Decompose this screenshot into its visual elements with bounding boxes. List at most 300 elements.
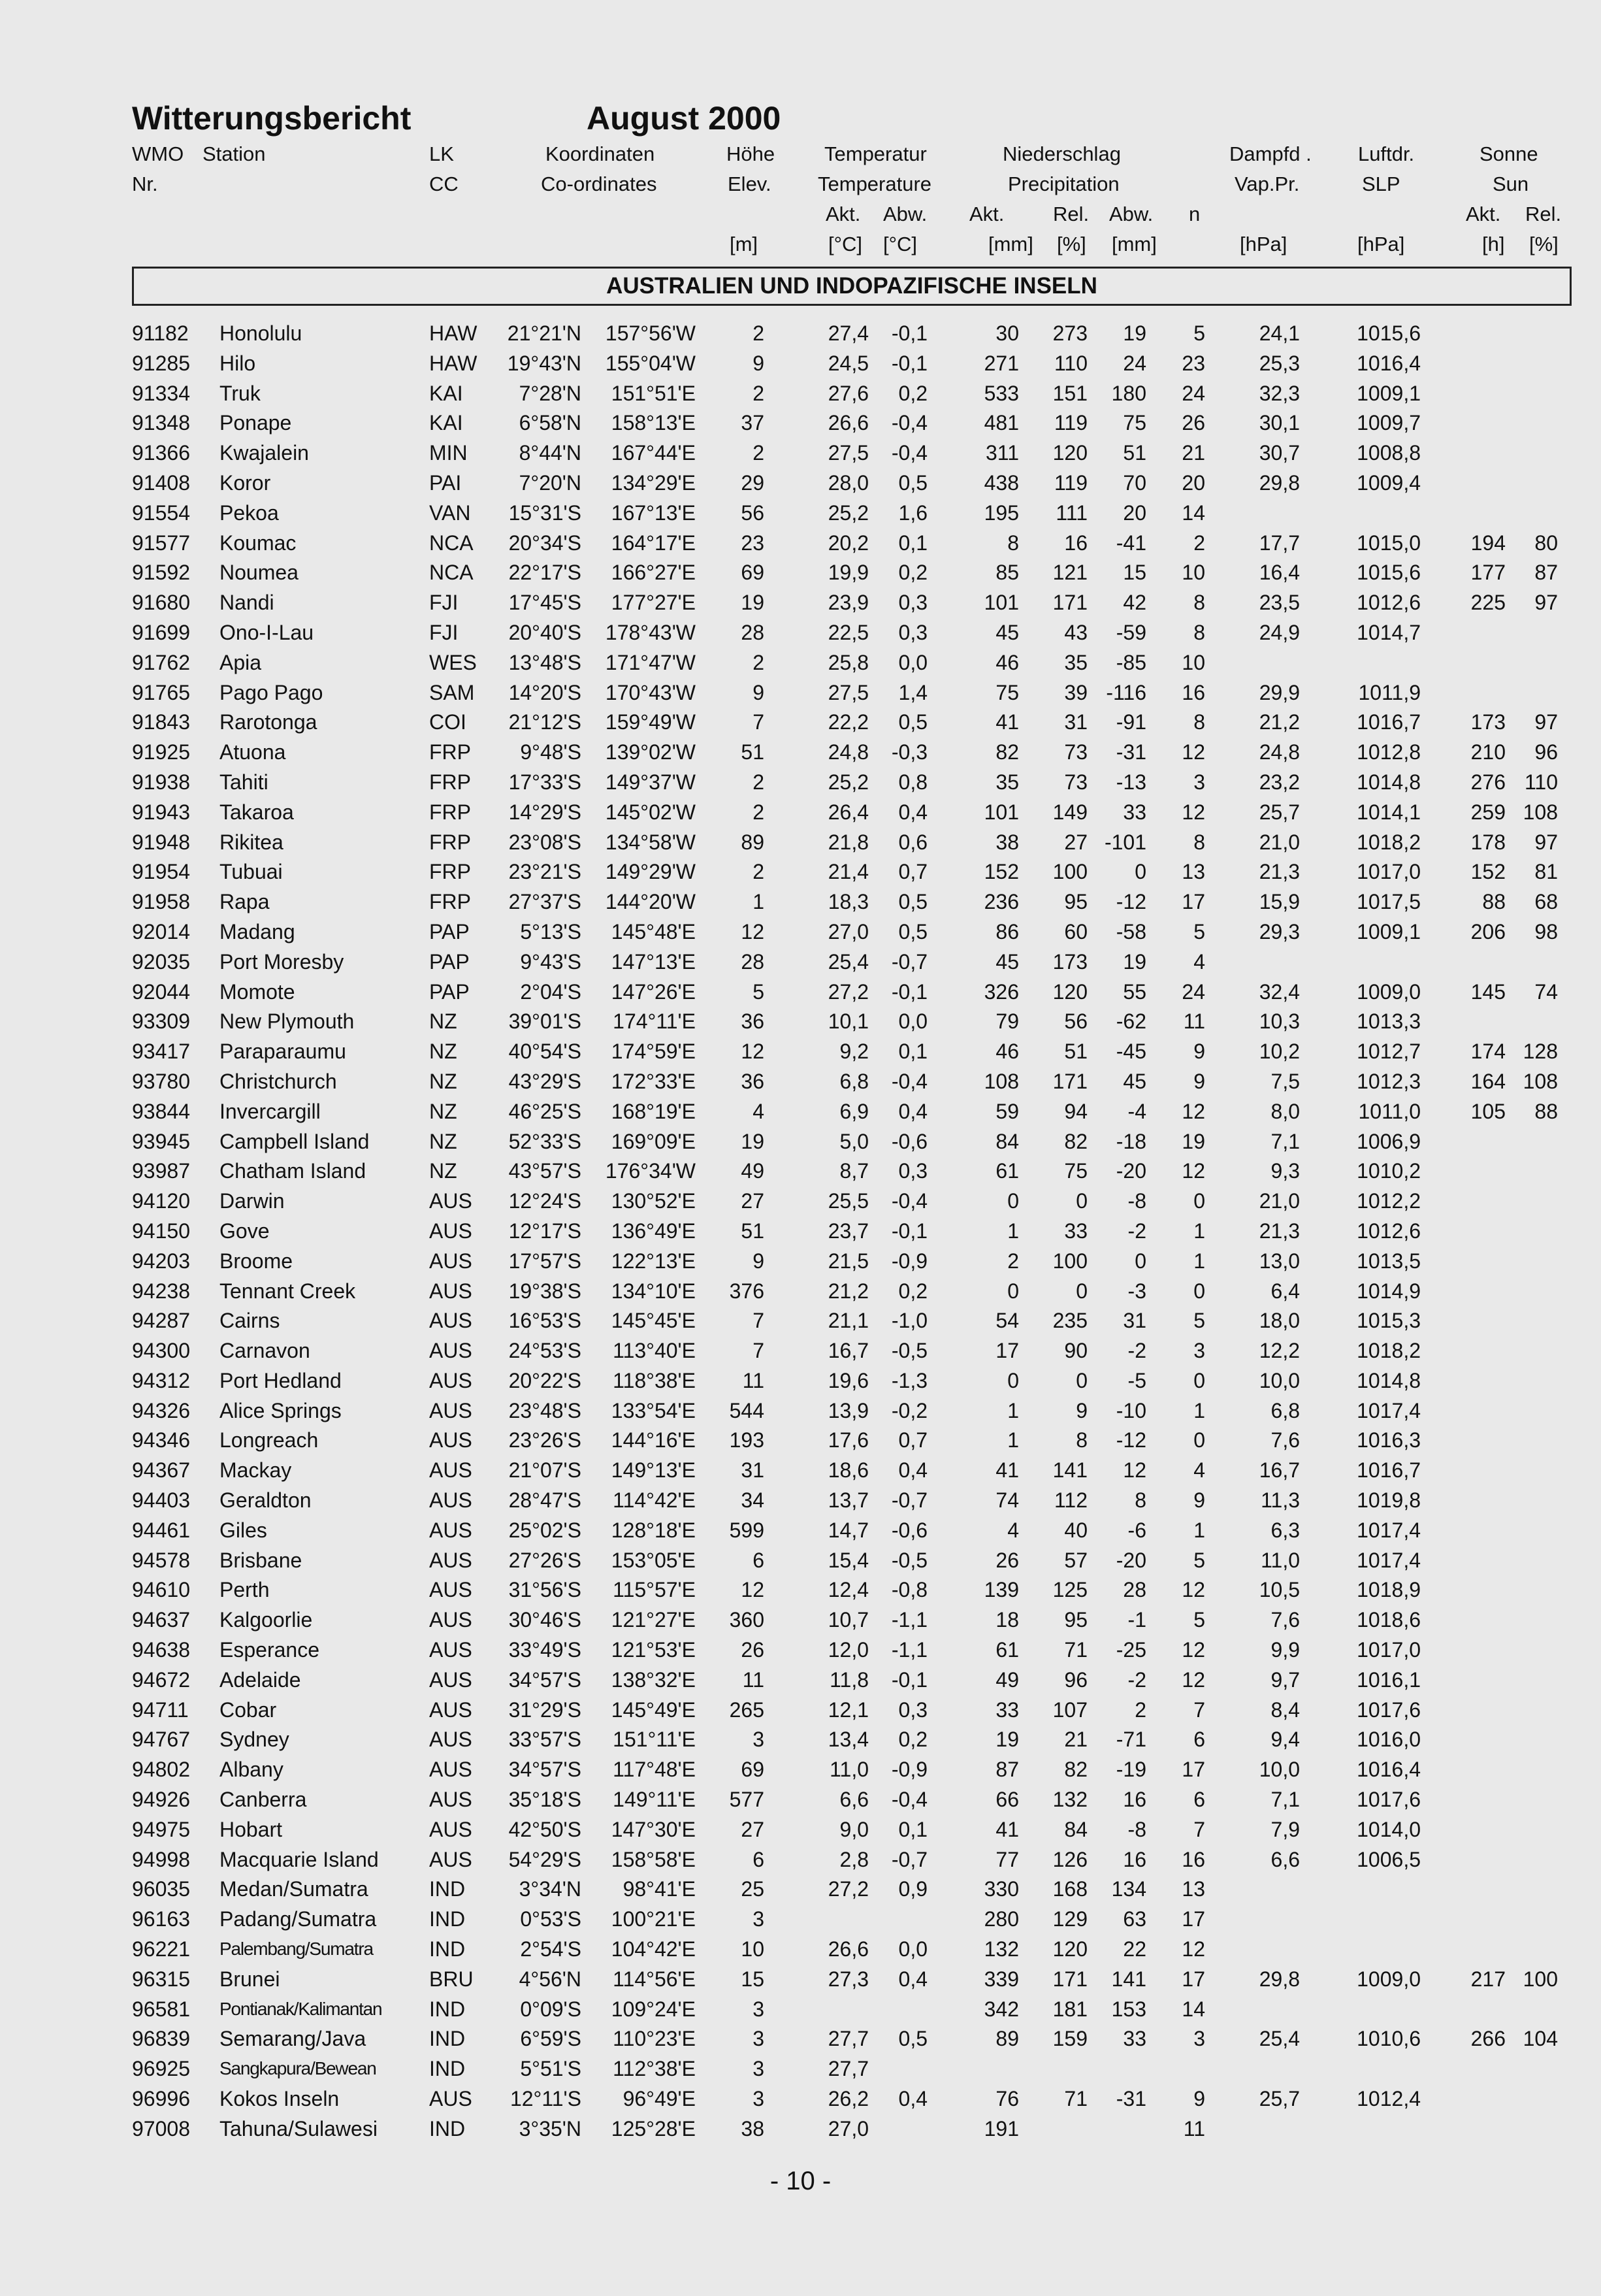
temp-akt: 18,3 bbox=[828, 890, 869, 914]
latitude: 39°01'S bbox=[508, 1009, 581, 1034]
sea-level-pressure: 1006,5 bbox=[1357, 1847, 1421, 1871]
wmo-nr: 94672 bbox=[132, 1667, 190, 1692]
elevation: 7 bbox=[752, 710, 764, 734]
vapour-pressure: 10,3 bbox=[1259, 1009, 1300, 1034]
temp-abw: -0,5 bbox=[891, 1548, 928, 1572]
elevation: 12 bbox=[741, 919, 764, 943]
sea-level-pressure: 1010,2 bbox=[1357, 1159, 1421, 1183]
prec-n: 19 bbox=[1182, 1129, 1205, 1153]
prec-abw: -31 bbox=[1116, 740, 1146, 764]
wmo-nr: 93417 bbox=[132, 1040, 190, 1064]
country-code: FRP bbox=[429, 740, 471, 764]
latitude: 28°47'S bbox=[508, 1488, 581, 1513]
sea-level-pressure: 1012,7 bbox=[1357, 1040, 1421, 1064]
prec-abw: 12 bbox=[1123, 1458, 1146, 1483]
prec-n: 20 bbox=[1182, 470, 1205, 495]
hdr-unit-h: [h] bbox=[1482, 233, 1505, 255]
sun-akt: 194 bbox=[1470, 531, 1506, 555]
prec-rel: 8 bbox=[1076, 1428, 1088, 1452]
vapour-pressure: 24,8 bbox=[1259, 740, 1300, 764]
temp-akt: 27,7 bbox=[828, 2027, 869, 2051]
temp-akt: 9,2 bbox=[839, 1040, 869, 1064]
prec-rel: 9 bbox=[1076, 1398, 1088, 1422]
prec-akt: 41 bbox=[995, 710, 1019, 734]
table-row bbox=[0, 648, 1601, 678]
station-name: Carnavon bbox=[219, 1339, 310, 1363]
longitude: 139°02'W bbox=[605, 740, 696, 764]
station-name: Padang/Sumatra bbox=[219, 1907, 377, 1931]
station-name: Macquarie Island bbox=[219, 1847, 379, 1871]
elevation: 2 bbox=[752, 860, 764, 884]
sun-rel: 74 bbox=[1534, 979, 1558, 1004]
vapour-pressure: 21,2 bbox=[1259, 710, 1300, 734]
vapour-pressure: 7,5 bbox=[1270, 1069, 1300, 1093]
longitude: 115°57'E bbox=[613, 1578, 696, 1602]
temp-abw: 0,7 bbox=[898, 860, 928, 884]
latitude: 40°54'S bbox=[508, 1040, 581, 1064]
prec-akt: 191 bbox=[984, 2116, 1019, 2140]
table-row bbox=[0, 977, 1601, 1008]
longitude: 147°30'E bbox=[611, 1817, 696, 1841]
station-name: Christchurch bbox=[219, 1069, 337, 1093]
prec-n: 3 bbox=[1193, 770, 1205, 794]
temp-akt: 21,5 bbox=[828, 1249, 869, 1273]
country-code: AUS bbox=[429, 1788, 472, 1812]
latitude: 0°53'S bbox=[520, 1907, 581, 1931]
temp-akt: 16,7 bbox=[828, 1339, 869, 1363]
longitude: 167°44'E bbox=[611, 441, 696, 465]
table-row bbox=[0, 379, 1601, 409]
country-code: AUS bbox=[429, 1578, 472, 1602]
hdr-sonne: Sonne bbox=[1480, 142, 1538, 165]
temp-abw: 0,0 bbox=[898, 1009, 928, 1034]
sea-level-pressure: 1014,9 bbox=[1357, 1279, 1421, 1303]
wmo-nr: 91925 bbox=[132, 740, 190, 764]
prec-n: 8 bbox=[1193, 710, 1205, 734]
temp-abw: -1,3 bbox=[891, 1368, 928, 1392]
table-row bbox=[0, 2054, 1601, 2084]
country-code: AUS bbox=[429, 1667, 472, 1692]
station-name: Takaroa bbox=[219, 800, 294, 824]
vapour-pressure: 21,3 bbox=[1259, 860, 1300, 884]
elevation: 3 bbox=[752, 1728, 764, 1752]
prec-abw: 153 bbox=[1111, 1997, 1146, 2021]
vapour-pressure: 8,4 bbox=[1270, 1697, 1300, 1722]
country-code: AUS bbox=[429, 1458, 472, 1483]
country-code: FRP bbox=[429, 860, 471, 884]
temp-akt: 11,0 bbox=[830, 1758, 869, 1782]
sun-rel: 110 bbox=[1524, 770, 1558, 794]
longitude: 145°02'W bbox=[605, 800, 696, 824]
vapour-pressure: 29,3 bbox=[1259, 919, 1300, 943]
temp-akt: 13,4 bbox=[828, 1728, 869, 1752]
prec-abw: -2 bbox=[1127, 1667, 1146, 1692]
station-name: Semarang/Java bbox=[219, 2027, 366, 2051]
hdr-cc: CC bbox=[429, 172, 459, 195]
prec-n: 10 bbox=[1182, 561, 1205, 585]
prec-akt: 195 bbox=[984, 500, 1019, 525]
section-title-box bbox=[132, 267, 1572, 306]
latitude: 19°38'S bbox=[508, 1279, 581, 1303]
wmo-nr: 96163 bbox=[132, 1907, 190, 1931]
sea-level-pressure: 1014,1 bbox=[1357, 800, 1421, 824]
prec-akt: 41 bbox=[995, 1458, 1019, 1483]
latitude: 33°57'S bbox=[508, 1728, 581, 1752]
elevation: 19 bbox=[741, 1129, 764, 1153]
sun-rel: 97 bbox=[1534, 710, 1558, 734]
temp-abw: 0,4 bbox=[898, 1458, 928, 1483]
station-name: Chatham Island bbox=[219, 1159, 366, 1183]
hdr-coordinates: Co-ordinates bbox=[541, 172, 657, 195]
latitude: 34°57'S bbox=[508, 1758, 581, 1782]
prec-rel: 171 bbox=[1052, 1069, 1088, 1093]
latitude: 43°29'S bbox=[508, 1069, 581, 1093]
prec-n: 5 bbox=[1193, 919, 1205, 943]
prec-abw: -91 bbox=[1116, 710, 1146, 734]
wmo-nr: 91680 bbox=[132, 591, 190, 615]
prec-n: 9 bbox=[1193, 2087, 1205, 2111]
temp-akt: 10,1 bbox=[828, 1009, 869, 1034]
temp-akt: 23,9 bbox=[828, 591, 869, 615]
sea-level-pressure: 1015,6 bbox=[1357, 321, 1421, 345]
prec-rel: 173 bbox=[1052, 949, 1088, 974]
country-code: IND bbox=[429, 1997, 466, 2021]
prec-abw: -41 bbox=[1116, 531, 1146, 555]
elevation: 69 bbox=[741, 561, 764, 585]
prec-abw: 16 bbox=[1123, 1847, 1146, 1871]
longitude: 149°37'W bbox=[605, 770, 696, 794]
hdr-unit-m: [m] bbox=[730, 233, 758, 255]
station-name: Rapa bbox=[219, 890, 270, 914]
station-name: Cobar bbox=[219, 1697, 277, 1722]
prec-akt: 1 bbox=[1007, 1219, 1019, 1243]
vapour-pressure: 21,3 bbox=[1259, 1219, 1300, 1243]
station-name: Port Moresby bbox=[219, 949, 344, 974]
elevation: 7 bbox=[752, 1309, 764, 1333]
elevation: 25 bbox=[741, 1877, 764, 1901]
elevation: 38 bbox=[741, 2116, 764, 2140]
longitude: 136°49'E bbox=[611, 1219, 696, 1243]
table-row bbox=[0, 1456, 1601, 1486]
temp-abw: -0,4 bbox=[891, 441, 928, 465]
prec-n: 9 bbox=[1193, 1069, 1205, 1093]
vapour-pressure: 24,1 bbox=[1259, 321, 1300, 345]
temp-abw: 0,0 bbox=[898, 1937, 928, 1961]
wmo-nr: 94926 bbox=[132, 1788, 190, 1812]
prec-rel: 120 bbox=[1052, 1937, 1088, 1961]
prec-n: 24 bbox=[1182, 381, 1205, 405]
country-code: AUS bbox=[429, 1728, 472, 1752]
vapour-pressure: 15,9 bbox=[1259, 890, 1300, 914]
longitude: 157°56'W bbox=[605, 321, 696, 345]
sea-level-pressure: 1018,6 bbox=[1357, 1608, 1421, 1632]
prec-rel: 27 bbox=[1064, 830, 1088, 854]
prec-abw: 31 bbox=[1123, 1309, 1146, 1333]
elevation: 28 bbox=[741, 620, 764, 644]
temp-abw: -0,8 bbox=[891, 1578, 928, 1602]
prec-akt: 19 bbox=[995, 1728, 1019, 1752]
temp-akt: 19,6 bbox=[828, 1368, 869, 1392]
report-period: August 2000 bbox=[587, 100, 781, 137]
table-row bbox=[0, 1127, 1601, 1157]
prec-n: 2 bbox=[1193, 531, 1205, 555]
country-code: HAW bbox=[429, 351, 477, 375]
station-name: Honolulu bbox=[219, 321, 302, 345]
latitude: 33°49'S bbox=[508, 1638, 581, 1662]
wmo-nr: 93780 bbox=[132, 1069, 190, 1093]
prec-rel: 235 bbox=[1052, 1309, 1088, 1333]
sun-akt: 152 bbox=[1470, 860, 1506, 884]
prec-n: 26 bbox=[1182, 411, 1205, 435]
temp-abw: -0,1 bbox=[891, 321, 928, 345]
elevation: 11 bbox=[742, 1667, 764, 1692]
hdr-luftdruck: Luftdr. bbox=[1358, 142, 1415, 165]
prec-rel: 151 bbox=[1052, 381, 1088, 405]
temp-akt: 25,4 bbox=[828, 949, 869, 974]
country-code: IND bbox=[429, 2116, 466, 2140]
wmo-nr: 94367 bbox=[132, 1458, 190, 1483]
prec-akt: 108 bbox=[984, 1069, 1019, 1093]
prec-abw: -62 bbox=[1116, 1009, 1146, 1034]
hdr-unit-hpa1: [hPa] bbox=[1240, 233, 1287, 255]
longitude: 122°13'E bbox=[611, 1249, 696, 1273]
prec-n: 5 bbox=[1193, 321, 1205, 345]
prec-n: 1 bbox=[1193, 1249, 1205, 1273]
temp-akt: 2,8 bbox=[839, 1847, 869, 1871]
sun-rel: 128 bbox=[1523, 1040, 1558, 1064]
table-row bbox=[0, 1995, 1601, 2025]
elevation: 7 bbox=[752, 1339, 764, 1363]
latitude: 0°09'S bbox=[520, 1997, 581, 2021]
sun-rel: 97 bbox=[1534, 591, 1558, 615]
vapour-pressure: 25,3 bbox=[1259, 351, 1300, 375]
station-name: Tubuai bbox=[219, 860, 283, 884]
temp-abw: 0,1 bbox=[898, 531, 928, 555]
country-code: NZ bbox=[429, 1069, 457, 1093]
sea-level-pressure: 1009,7 bbox=[1357, 411, 1421, 435]
hdr-lk: LK bbox=[429, 142, 454, 165]
vapour-pressure: 7,1 bbox=[1270, 1788, 1300, 1812]
prec-abw: -8 bbox=[1127, 1817, 1146, 1841]
prec-n: 16 bbox=[1182, 1847, 1205, 1871]
longitude: 158°58'E bbox=[611, 1847, 696, 1871]
longitude: 145°49'E bbox=[611, 1697, 696, 1722]
sea-level-pressure: 1016,7 bbox=[1357, 710, 1421, 734]
temp-abw: 0,5 bbox=[898, 2027, 928, 2051]
country-code: VAN bbox=[429, 500, 471, 525]
station-name: Noumea bbox=[219, 561, 299, 585]
vapour-pressure: 7,6 bbox=[1270, 1428, 1300, 1452]
sun-rel: 81 bbox=[1534, 860, 1558, 884]
prec-rel: 75 bbox=[1064, 1159, 1088, 1183]
prec-akt: 342 bbox=[984, 1997, 1019, 2021]
temp-akt: 28,0 bbox=[828, 470, 869, 495]
temp-abw: 0,0 bbox=[898, 650, 928, 674]
wmo-nr: 96315 bbox=[132, 1967, 190, 1991]
hdr-unit-mm1: [mm] bbox=[988, 233, 1033, 255]
prec-akt: 311 bbox=[985, 441, 1019, 465]
vapour-pressure: 8,0 bbox=[1270, 1099, 1300, 1123]
station-name: Palembang/Sumatra bbox=[219, 1939, 373, 1960]
latitude: 7°28'N bbox=[519, 381, 581, 405]
sea-level-pressure: 1017,0 bbox=[1357, 1638, 1421, 1662]
table-row bbox=[0, 1755, 1601, 1785]
prec-akt: 533 bbox=[984, 381, 1019, 405]
hdr-dampfdruck: Dampfd . bbox=[1229, 142, 1312, 165]
sun-akt: 266 bbox=[1470, 2027, 1506, 2051]
longitude: 112°38'E bbox=[613, 2057, 696, 2081]
latitude: 42°50'S bbox=[508, 1817, 581, 1841]
vapour-pressure: 9,9 bbox=[1270, 1638, 1300, 1662]
prec-akt: 87 bbox=[995, 1758, 1019, 1782]
latitude: 2°04'S bbox=[520, 979, 581, 1004]
wmo-nr: 94150 bbox=[132, 1219, 190, 1243]
vapour-pressure: 9,7 bbox=[1270, 1667, 1300, 1692]
country-code: AUS bbox=[429, 1548, 472, 1572]
longitude: 134°58'W bbox=[605, 830, 696, 854]
prec-n: 4 bbox=[1193, 949, 1205, 974]
longitude: 151°11'E bbox=[613, 1728, 696, 1752]
vapour-pressure: 23,5 bbox=[1259, 591, 1300, 615]
prec-n: 17 bbox=[1182, 1967, 1205, 1991]
table-row bbox=[0, 1217, 1601, 1247]
country-code: NCA bbox=[429, 561, 474, 585]
prec-akt: 2 bbox=[1007, 1249, 1019, 1273]
country-code: FRP bbox=[429, 770, 471, 794]
hdr-niederschlag: Niederschlag bbox=[1003, 142, 1121, 165]
prec-rel: 31 bbox=[1064, 710, 1088, 734]
prec-akt: 1 bbox=[1007, 1398, 1019, 1422]
prec-akt: 30 bbox=[995, 321, 1019, 345]
table-row bbox=[0, 1366, 1601, 1396]
wmo-nr: 92014 bbox=[132, 919, 190, 943]
elevation: 5 bbox=[752, 979, 764, 1004]
vapour-pressure: 23,2 bbox=[1259, 770, 1300, 794]
latitude: 23°26'S bbox=[508, 1428, 581, 1452]
prec-abw: 180 bbox=[1111, 381, 1146, 405]
hdr-unit-mm2: [mm] bbox=[1112, 233, 1157, 255]
temp-akt: 27,5 bbox=[828, 441, 869, 465]
table-row bbox=[0, 1516, 1601, 1546]
elevation: 15 bbox=[741, 1967, 764, 1991]
prec-abw: -101 bbox=[1104, 830, 1146, 854]
prec-rel: 39 bbox=[1064, 680, 1088, 704]
prec-rel: 90 bbox=[1064, 1339, 1088, 1363]
elevation: 27 bbox=[741, 1189, 764, 1213]
table-row bbox=[0, 1935, 1601, 1965]
table-row bbox=[0, 947, 1601, 977]
longitude: 118°38'E bbox=[613, 1368, 696, 1392]
prec-abw: 16 bbox=[1123, 1788, 1146, 1812]
prec-rel: 21 bbox=[1064, 1728, 1088, 1752]
prec-akt: 59 bbox=[995, 1099, 1019, 1123]
table-row bbox=[0, 1845, 1601, 1875]
latitude: 23°48'S bbox=[508, 1398, 581, 1422]
longitude: 159°49'W bbox=[605, 710, 696, 734]
hdr-prec-rel: Rel. bbox=[1053, 203, 1090, 225]
sea-level-pressure: 1016,1 bbox=[1357, 1667, 1421, 1692]
longitude: 174°59'E bbox=[611, 1040, 696, 1064]
temp-akt: 21,8 bbox=[828, 830, 869, 854]
prec-rel: 84 bbox=[1064, 1817, 1088, 1841]
longitude: 171°47'W bbox=[605, 650, 696, 674]
station-name: Koumac bbox=[219, 531, 297, 555]
wmo-nr: 94203 bbox=[132, 1249, 190, 1273]
temp-abw: 0,6 bbox=[898, 830, 928, 854]
country-code: SAM bbox=[429, 680, 475, 704]
wmo-nr: 96581 bbox=[132, 1997, 190, 2021]
prec-n: 7 bbox=[1193, 1697, 1205, 1722]
prec-akt: 0 bbox=[1007, 1368, 1019, 1392]
sea-level-pressure: 1012,3 bbox=[1357, 1069, 1421, 1093]
prec-abw: -3 bbox=[1127, 1279, 1146, 1303]
sun-akt: 88 bbox=[1482, 890, 1506, 914]
table-row bbox=[0, 319, 1601, 349]
prec-rel: 95 bbox=[1064, 890, 1088, 914]
station-name: Pekoa bbox=[219, 500, 279, 525]
table-row bbox=[0, 1247, 1601, 1277]
station-name: Canberra bbox=[219, 1788, 307, 1812]
station-name: Gove bbox=[219, 1219, 270, 1243]
prec-n: 1 bbox=[1193, 1398, 1205, 1422]
prec-rel: 60 bbox=[1064, 919, 1088, 943]
prec-n: 12 bbox=[1182, 800, 1205, 824]
country-code: AUS bbox=[429, 1339, 472, 1363]
sea-level-pressure: 1011,0 bbox=[1358, 1099, 1421, 1123]
hdr-precipitation: Precipitation bbox=[1008, 172, 1120, 195]
prec-akt: 85 bbox=[995, 561, 1019, 585]
prec-abw: 22 bbox=[1123, 1937, 1146, 1961]
prec-rel: 132 bbox=[1052, 1788, 1088, 1812]
station-name: Sangkapura/Bewean bbox=[219, 2058, 376, 2079]
latitude: 30°46'S bbox=[508, 1608, 581, 1632]
prec-akt: 0 bbox=[1007, 1279, 1019, 1303]
prec-abw: -45 bbox=[1116, 1040, 1146, 1064]
prec-abw: 2 bbox=[1135, 1697, 1146, 1722]
station-name: Medan/Sumatra bbox=[219, 1877, 368, 1901]
temp-akt: 27,6 bbox=[828, 381, 869, 405]
station-name: Mackay bbox=[219, 1458, 292, 1483]
elevation: 51 bbox=[741, 740, 764, 764]
elevation: 9 bbox=[752, 680, 764, 704]
station-name: Atuona bbox=[219, 740, 286, 764]
latitude: 14°29'S bbox=[508, 800, 581, 824]
country-code: MIN bbox=[429, 441, 468, 465]
wmo-nr: 91938 bbox=[132, 770, 190, 794]
country-code: KAI bbox=[429, 411, 463, 435]
prec-rel: 110 bbox=[1054, 351, 1088, 375]
table-row bbox=[0, 1965, 1601, 1995]
elevation: 23 bbox=[741, 531, 764, 555]
vapour-pressure: 7,6 bbox=[1270, 1608, 1300, 1632]
sun-akt: 259 bbox=[1470, 800, 1506, 824]
temp-abw: -0,4 bbox=[891, 411, 928, 435]
vapour-pressure: 29,9 bbox=[1259, 680, 1300, 704]
temp-abw: 0,4 bbox=[898, 1967, 928, 1991]
station-name: Tennant Creek bbox=[219, 1279, 356, 1303]
vapour-pressure: 16,7 bbox=[1259, 1458, 1300, 1483]
longitude: 121°53'E bbox=[611, 1638, 696, 1662]
prec-n: 12 bbox=[1182, 1578, 1205, 1602]
elevation: 56 bbox=[741, 500, 764, 525]
sea-level-pressure: 1017,6 bbox=[1357, 1788, 1421, 1812]
elevation: 26 bbox=[741, 1638, 764, 1662]
sun-rel: 97 bbox=[1534, 830, 1558, 854]
prec-n: 11 bbox=[1183, 1009, 1205, 1034]
table-row bbox=[0, 588, 1601, 618]
sea-level-pressure: 1017,4 bbox=[1357, 1398, 1421, 1422]
table-row bbox=[0, 1635, 1601, 1665]
